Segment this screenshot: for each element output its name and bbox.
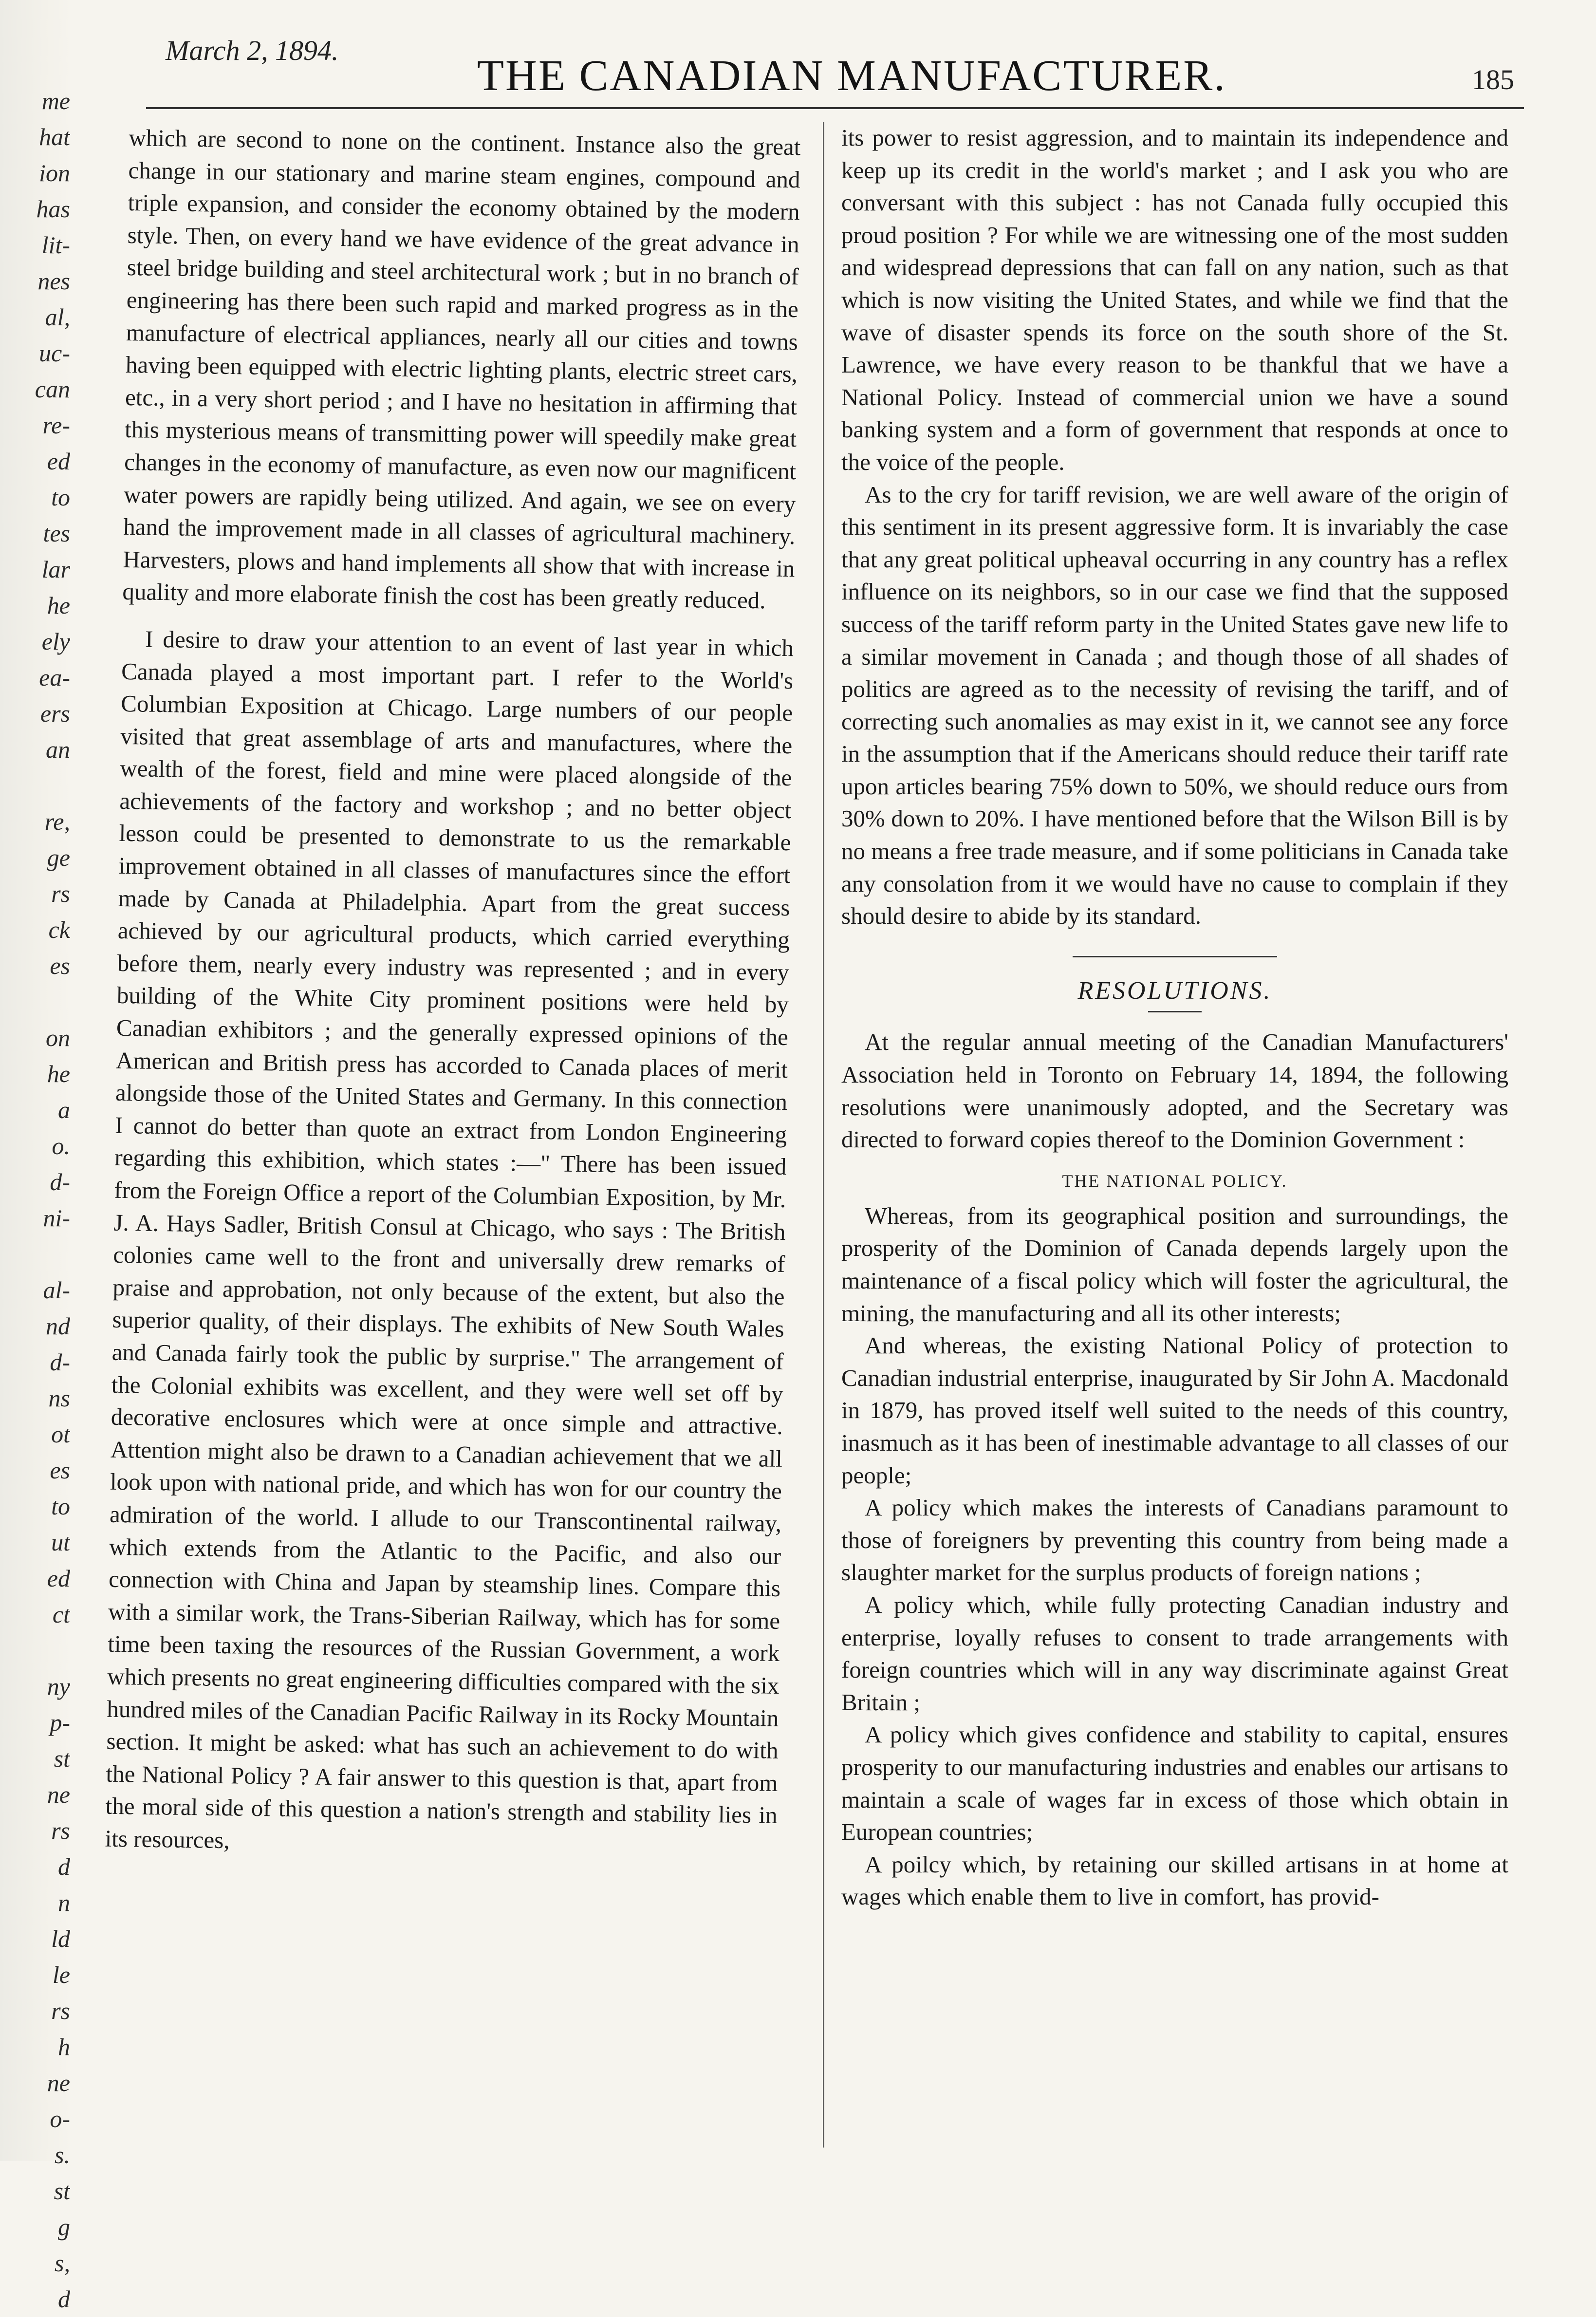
margin-fragment: ck	[48, 916, 70, 943]
previous-page-margin	[0, 0, 73, 2313]
margin-fragment: uc-	[39, 339, 70, 367]
resolution-paragraph: A policy which gives confidence and stability to capital, ensures prosperity to our manufacturing industries and enables our artisans to maintain a scale of wages far in excess of those which obtain in European countries;	[841, 1721, 1508, 1846]
margin-fragment: lar	[41, 556, 70, 583]
page-header	[161, 29, 1519, 107]
section-title: RESOLUTIONS.	[1077, 976, 1272, 1005]
margin-fragment: ni-	[43, 1204, 70, 1232]
margin-fragment: ne	[47, 2069, 70, 2096]
margin-fragment	[2, 984, 70, 1020]
margin-fragment: h	[58, 2033, 70, 2060]
margin-fragment: re-	[42, 411, 70, 439]
margin-fragment: he	[47, 1060, 70, 1087]
margin-fragment: to	[51, 1493, 70, 1520]
resolutions-intro: At the regular annual meeting of the Canadian Manufacturers' Association held in Toronto on February 14, 1894, the following resolutions were unanimously adopted, and the Secretary was directed to forward copies thereof to the Dominion Government :	[841, 1028, 1508, 1153]
margin-fragment: p-	[50, 1709, 70, 1736]
article-paragraph: I desire to draw your attention to an event of last year in which Canada played a most important part. I refer to the World's Columbian Exposition at Chicago. Large numbers of our people visited that great assemblage of arts and manufactures, where the wealth of the forest, field and mine were placed alongside of the achievements of the factory and workshop ; and no better object lesson could be presented to demonstrate to us the remarkable improvement obtained in all classes of manufactures since the effort made by Canada at Philadelphia. Apart from the great success achieved by our agricultural products, which carried everything before them, nearly every industry was represented ; and in every building of the White City prominent positions were held by Canadian exhibitors ; and the generally expressed opinions of the American and British press has accorded to Canada places of merit alongside those of the United States and Germany. In this connection I cannot do better than quote an extract from London Engineering regarding this exhibition, which states :—" There has been issued from the Foreign Office a report of the Columbian Exposition, by Mr. J. A. Hays Sadler, British Consul at Chicago, who says : The British colonies came well to the front and universally drew remarks of praise and approbation, not only because of the extent, but also the superior quality, of their displays. The exhibits of New South Wales and Canada fairly took the public by surprise." The arrangement of the Colonial exhibits was excellent, and they were well set off by decorative enclosures which were at once simple and attractive. Attention might also be drawn to a Canadian achievement that we all look upon with national pride, and which has won for our country the admiration of the world. I allude to our Transcontinental railway, which extends from the Atlantic to the Pacific, and also our connection with China and Japan by steamship lines. Compare this with a similar work, the Trans-Siberian Railway, which has for some time been taxing the resources of the Russian Government, a work which presents no great engineering difficulties compared with the six hundred miles of the Canadian Pacific Railway in its Rocky Mountain section. It might be asked: what has such an achievement to do with the National Policy ? A fair answer to this question is that, apart from the moral side of this question a nation's strength and stability lies in its resources,	[105, 625, 794, 1854]
resolution-paragraph: A poilcy which, by retaining our skilled artisans in at home at wages which enable them to live in comfort, has provid-	[841, 1850, 1508, 1910]
margin-fragment	[2, 767, 70, 803]
right-column	[841, 122, 1508, 1913]
margin-fragment: ion	[39, 159, 70, 187]
margin-fragment: re,	[44, 808, 70, 835]
article-paragraph: As to the cry for tariff revision, we are well aware of the origin of this sentiment in its present aggressive form. It is invariably the case that any great political upheaval occurring in any country has a reflex influence on its neighbors, so in our case we find that the supposed success of the tariff reform party in the United States gave new life to a similar movement in Canada ; and though those of all shades of politics are agreed as to the necessity of revising the tariff, and of correcting such anomalies as may exist in it, we cannot see any force in the assumption that if the Americans should reduce their tariff rate upon articles bearing 75% down to 50%, we should reduce ours from 30% down to 20%. I have mentioned before that the Wilson Bill is by no means a free trade measure, and if some politicians in Canada take any consolation from it we would have no cause to complain if they should desire to abide by its standard.	[841, 481, 1508, 930]
margin-fragment: al-	[43, 1276, 70, 1304]
margin-fragment: le	[52, 1961, 70, 1988]
margin-fragment: s.	[55, 2141, 70, 2168]
section-rule	[1073, 956, 1277, 957]
margin-fragment: ne	[47, 1781, 70, 1808]
margin-fragment	[2, 1236, 70, 1272]
margin-fragment: has	[36, 195, 70, 223]
margin-fragment: ed	[47, 448, 70, 475]
margin-fragment: hat	[39, 123, 70, 150]
margin-fragment: ot	[51, 1420, 70, 1448]
margin-fragment: a	[58, 1096, 70, 1123]
resolution-paragraph: And whereas, the existing National Policy of protection to Canadian industrial enterprise, inaugurated by Sir John A. Macdonald in 1879, has proved itself well suited to the needs of this country, inasmuch as it has been of inestimable advantage to all classes of our people;	[841, 1332, 1508, 1489]
margin-fragment: me	[41, 87, 70, 114]
margin-fragment	[2, 1632, 70, 1668]
margin-fragment: on	[46, 1024, 70, 1051]
article-paragraph: which are second to none on the continent. Instance also the great change in our stationary and marine steam engines, compound and triple expansion, and consider the economy obtained by the modern style. Then, on every hand we have evidence of the great advance in steel bridge building and steel architectural work ; but in no branch of engineering has there been such rapid and marked progress as in the manufacture of electrical appliances, nearly all our cities and towns having been equipped with electric lighting plants, electric street cars, etc., in a very short period ; and I have no hesitation in affirming that this mysterious means of transmitting power will speedily make great changes in the economy of manufacture, as even now our magnificent water powers are rapidly being utilized. And again, we see on every hand the improvement made in all classes of agricultural machinery. Harvesters, plows and hand implements all show that with increase in quality and more elaborate finish the cost has been greatly reduced.	[122, 124, 801, 614]
margin-fragment: ed	[47, 1565, 70, 1592]
margin-fragment: ld	[51, 1925, 70, 1952]
margin-fragment: can	[35, 375, 70, 403]
margin-fragment: al,	[45, 303, 70, 331]
page-number: 185	[1472, 64, 1514, 95]
margin-fragment: lit-	[41, 231, 70, 259]
margin-fragment: g	[58, 2213, 70, 2241]
resolution-paragraph: A policy which, while fully protecting Canadian industry and enterprise, loyally refuses to consent to trade arrangements with foreign countries which will in any way discriminate against Great Britain ;	[841, 1591, 1508, 1716]
margin-fragment: rs	[51, 880, 70, 907]
issue-date: March 2, 1894.	[166, 35, 339, 66]
margin-fragment: rs	[51, 1817, 70, 1844]
margin-fragment: ge	[47, 844, 70, 871]
resolution-paragraph: A policy which makes the interests of Canadians paramount to those of foreigners by preventing this country from being made a slaughter market for the surplus products of foreign nations ;	[841, 1494, 1508, 1586]
margin-fragment: nes	[37, 267, 70, 295]
margin-fragment: ct	[52, 1601, 70, 1628]
column-divider	[823, 122, 824, 2148]
margin-fragments	[2, 83, 70, 2317]
margin-fragment: s,	[55, 2249, 70, 2277]
margin-fragment: n	[58, 1889, 70, 1916]
margin-fragment: st	[54, 1745, 70, 1772]
margin-fragment: o-	[50, 2105, 70, 2132]
margin-fragment: ny	[47, 1673, 70, 1700]
section-underline	[1148, 1011, 1202, 1012]
margin-fragment: ut	[51, 1529, 70, 1556]
margin-fragment: d	[58, 2285, 70, 2313]
margin-fragment: ely	[41, 628, 70, 655]
margin-fragment: rs	[51, 1997, 70, 2024]
margin-fragment: ea-	[39, 664, 70, 691]
resolution-paragraph: Whereas, from its geographical position and surroundings, the prosperity of the Dominion of Canada depends largely upon the maintenance of a fiscal policy which will foster the agricultural, the mining, the manufacturing and all its other interests;	[841, 1202, 1508, 1327]
margin-fragment: to	[51, 484, 70, 511]
margin-fragment: es	[50, 952, 70, 979]
margin-fragment: d	[58, 1853, 70, 1880]
margin-fragment: d-	[50, 1348, 70, 1376]
margin-fragment: es	[50, 1457, 70, 1484]
margin-fragment: nd	[46, 1312, 70, 1340]
left-column	[105, 122, 801, 1864]
masthead-title: THE CANADIAN MANUFACTURER.	[477, 52, 1226, 100]
margin-fragment: o.	[52, 1132, 70, 1159]
header-rule	[146, 107, 1524, 109]
margin-fragment: ns	[48, 1384, 70, 1412]
margin-fragment: he	[47, 592, 70, 619]
margin-fragment: an	[46, 736, 70, 763]
margin-fragment: ers	[40, 700, 70, 727]
article-paragraph: its power to resist aggression, and to maintain its independence and keep up its credit in the world's market ; and I ask you who are conversant with this subject : has not Canada fully occupied this proud position ? For while we are witnessing one of the most sudden and widespread depressions that can fall on any nation, such as that which is now visiting the United States, and while we find that the wave of disaster spends its force on the south shore of the St. Lawrence, we have every reason to be thankful that we have a National Policy. Instead of commercial union we have a sound banking system and a form of government that responds at once to the voice of the people.	[841, 124, 1508, 475]
margin-fragment: d-	[50, 1168, 70, 1196]
subsection-heading: THE NATIONAL POLICY.	[1062, 1171, 1288, 1191]
margin-fragment: tes	[43, 520, 70, 547]
margin-fragment: st	[54, 2177, 70, 2205]
